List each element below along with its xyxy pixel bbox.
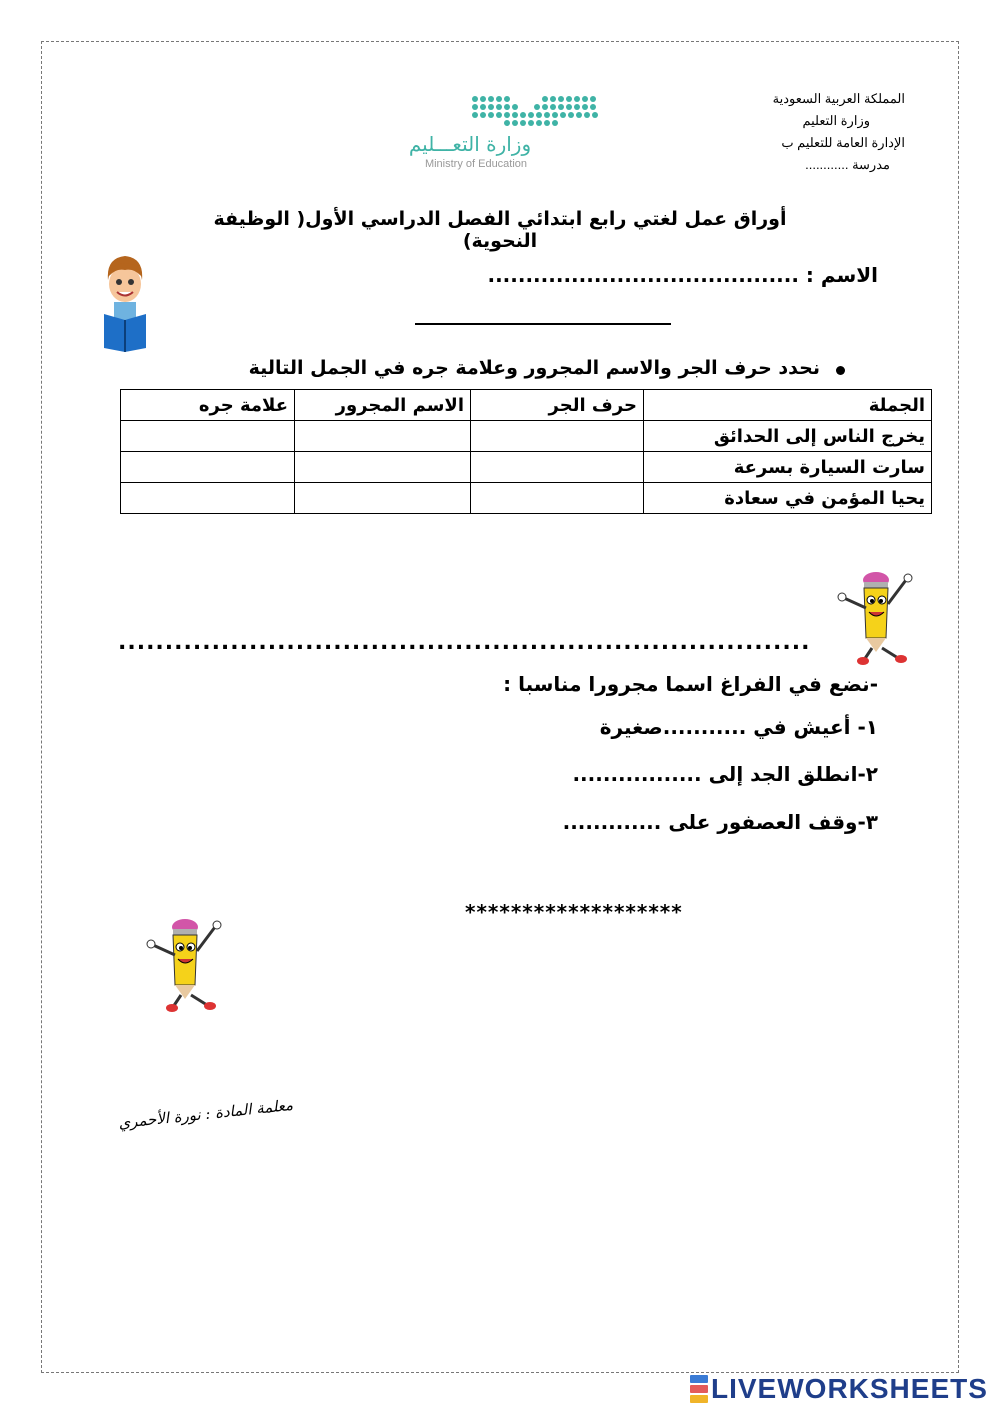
logo-arabic-text: وزارة التعـــليم <box>408 132 532 156</box>
stars-divider: ******************* <box>465 900 683 924</box>
table-header-row <box>121 390 932 421</box>
separator-line <box>415 323 671 325</box>
liveworksheets-logo <box>690 1373 988 1405</box>
answer-cell[interactable] <box>295 421 471 452</box>
boy-reading-icon <box>100 252 150 354</box>
pencil-mascot-icon <box>836 568 916 666</box>
col-header-genitive-noun: الاسم المجرور <box>295 390 471 421</box>
logo-dots-icon <box>395 92 605 137</box>
teacher-signature: معلمة المادة : نورة الأحمري <box>117 1095 294 1133</box>
section1-instruction: نحدد حرف الجر والاسم المجرور وعلامة جره في الجمل التالية <box>248 357 820 379</box>
answer-cell[interactable] <box>295 452 471 483</box>
answer-cell[interactable] <box>121 421 295 452</box>
student-name-field[interactable]: الاسم : ......................................... <box>487 263 878 287</box>
brand-text: LIVEWORKSHEETS <box>711 1373 988 1404</box>
col-header-sentence: الجملة <box>644 390 932 421</box>
table-row <box>121 483 932 514</box>
pencil-mascot-icon <box>145 915 225 1013</box>
fill-blank-item-2[interactable]: ٢-انطلق الجد إلى ................. <box>572 762 878 786</box>
header-line-ministry: وزارة التعليم <box>802 113 870 128</box>
table-row <box>121 421 932 452</box>
col-header-preposition: حرف الجر <box>471 390 644 421</box>
answer-dotted-line[interactable]: .......................................................................... <box>118 630 811 655</box>
header-line-country: المملكة العربية السعودية <box>772 91 905 106</box>
table-row <box>121 452 932 483</box>
sentence-cell: يخرج الناس إلى الحدائق <box>644 421 932 452</box>
ministry-logo <box>395 92 605 172</box>
fill-blank-item-1[interactable]: ١- أعيش في ...........صغيرة <box>599 715 878 739</box>
col-header-genitive-mark: علامة جره <box>121 390 295 421</box>
liveworksheets-mark-icon <box>690 1375 708 1403</box>
fill-blank-item-3[interactable]: ٣-وقف العصفور على ............. <box>562 810 878 834</box>
sentence-cell: سارت السيارة بسرعة <box>644 452 932 483</box>
answer-cell[interactable] <box>295 483 471 514</box>
answer-cell[interactable] <box>471 421 644 452</box>
answer-cell[interactable] <box>121 483 295 514</box>
prepositions-table <box>120 389 932 514</box>
sentence-cell: يحيا المؤمن في سعادة <box>644 483 932 514</box>
answer-cell[interactable] <box>471 452 644 483</box>
header-line-school: مدرسة ............ <box>805 157 890 172</box>
answer-cell[interactable] <box>121 452 295 483</box>
header-line-directorate: الإدارة العامة للتعليم ب <box>781 135 905 150</box>
page-title: أوراق عمل لغتي رابع ابتدائي الفصل الدراسي الأول( الوظيفة النحوية) <box>213 208 787 252</box>
logo-english-text: Ministry of Education <box>424 158 528 170</box>
answer-cell[interactable] <box>471 483 644 514</box>
header-block <box>685 88 905 176</box>
bullet-icon <box>836 366 845 375</box>
section2-instruction: -نضع في الفراغ اسما مجرورا مناسبا : <box>503 672 878 696</box>
